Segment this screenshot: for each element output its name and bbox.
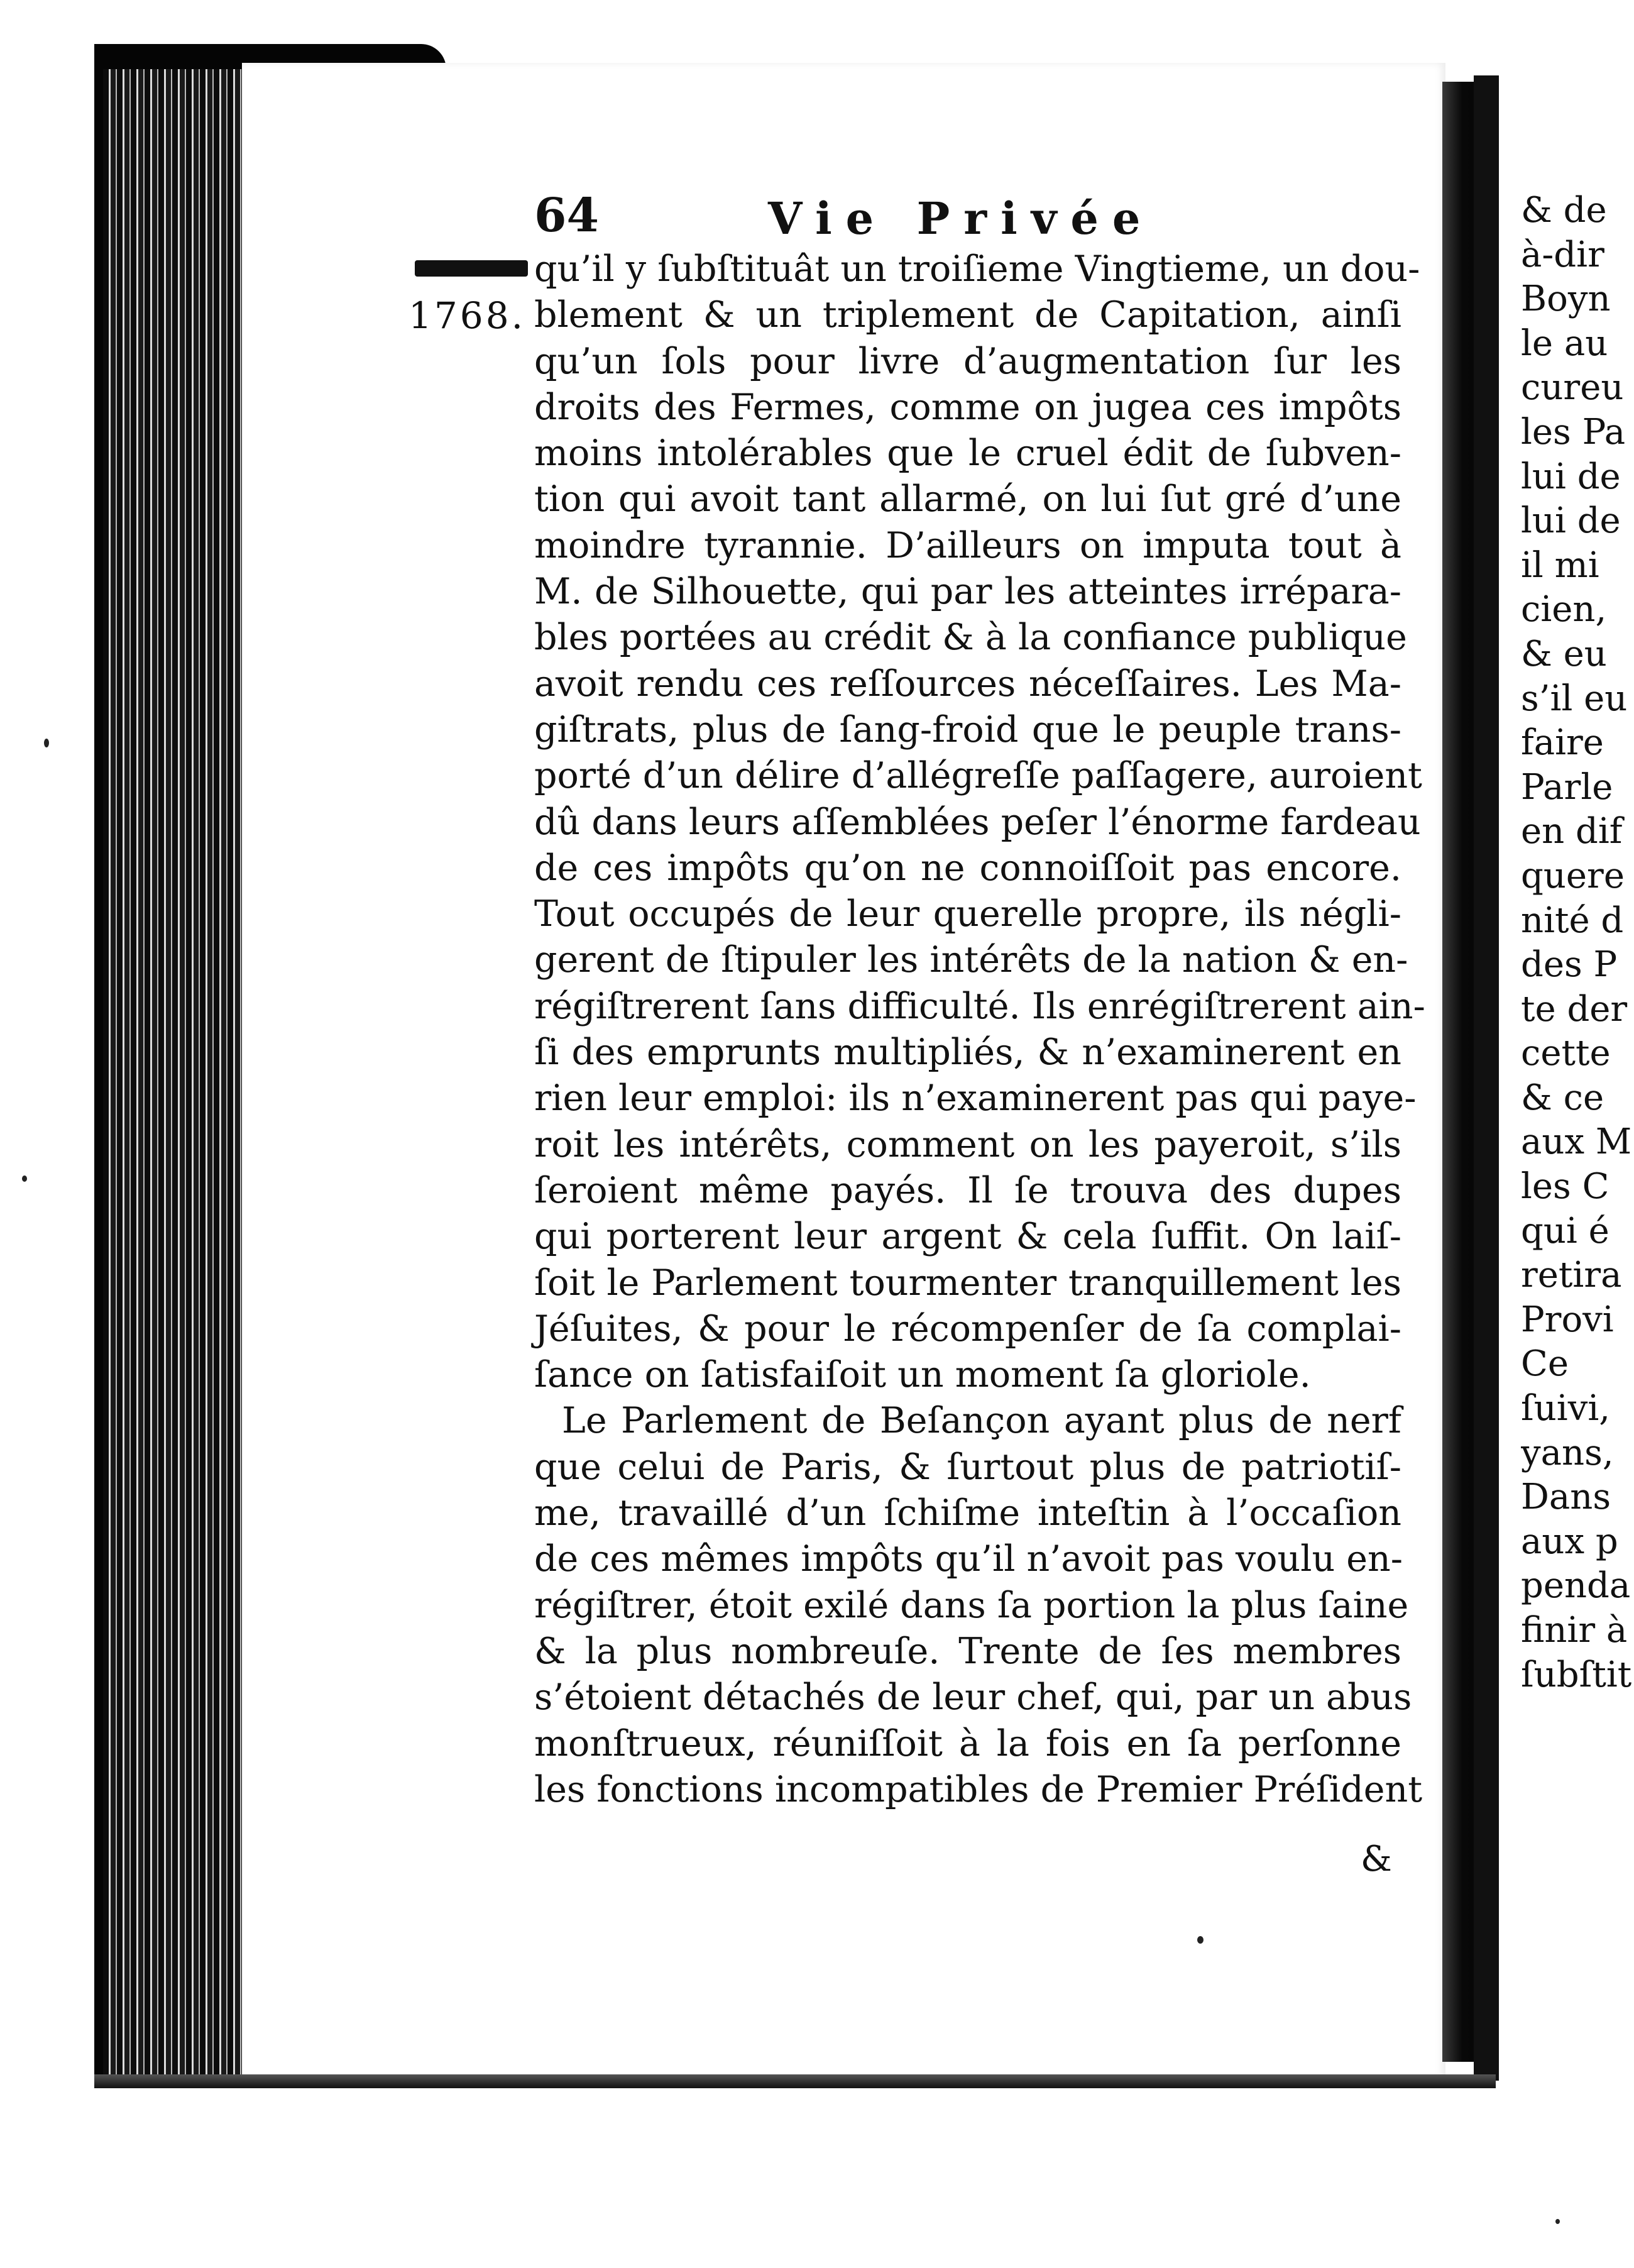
margin-rule-mark <box>415 260 528 277</box>
text-line: roit les intérêts, comment on les payeroit, s’ils <box>534 1123 1401 1165</box>
facing-text-line: & ce <box>1521 1077 1604 1118</box>
facing-text-line: Ce <box>1521 1343 1569 1385</box>
ink-speck <box>1555 2219 1560 2224</box>
text-line: porté d’un délire d’allégreſſe paſſagere, auroient <box>534 755 1422 797</box>
text-line: les fonctions incompatibles de Premier Préſident <box>534 1768 1423 1810</box>
facing-text-line: retira <box>1521 1255 1622 1296</box>
text-line: ſi des emprunts multipliés, & n’examinerent en <box>534 1032 1401 1074</box>
text-line: dû dans leurs aſſemblées peſer l’énorme fardeau <box>534 801 1421 843</box>
facing-text-line: à-dir <box>1521 234 1604 275</box>
facing-text-line: les Pa <box>1521 411 1626 453</box>
text-line: qu’un ſols pour livre d’augmentation ſur les <box>534 340 1401 382</box>
ink-speck <box>1197 1936 1204 1944</box>
facing-text-line: Boyn <box>1521 278 1611 320</box>
facing-text-line: Provi <box>1521 1299 1614 1340</box>
text-line: droits des Fermes, comme on jugea ces impôts <box>534 386 1401 428</box>
text-line: que celui de Paris, & ſurtout plus de patriotiſ- <box>534 1446 1401 1488</box>
text-line: me, travaillé d’un ſchiſme inteſtin à l’occaſion <box>534 1492 1401 1534</box>
text-line: moindre tyrannie. D’ailleurs on imputa tout à <box>534 524 1401 566</box>
facing-text-line: le au <box>1521 322 1608 364</box>
text-line: moins intolérables que le cruel édit de ſubven- <box>534 432 1401 475</box>
facing-text-line: faire <box>1521 722 1604 764</box>
facing-text-line: cureu <box>1521 367 1624 409</box>
running-title: Vie Privée <box>768 192 1154 245</box>
catchword: & <box>1361 1839 1392 1880</box>
text-line: & la plus nombreuſe. Trente de ſes membres <box>534 1630 1401 1672</box>
page-bottom-edge <box>94 2074 1496 2088</box>
text-line: monſtrueux, réuniſſoit à la fois en ſa perſonne <box>534 1722 1401 1764</box>
facing-text-line: les C <box>1521 1166 1609 1208</box>
text-line: régiſtrer, étoit exilé dans ſa portion la plus ſaine <box>534 1584 1409 1626</box>
facing-text-line: ſuivi, <box>1521 1388 1611 1429</box>
text-line: s’étoient détachés de leur chef, qui, par un abus <box>534 1676 1412 1719</box>
facing-text-line: lui de <box>1521 500 1621 542</box>
facing-text-line: cien, <box>1521 589 1607 630</box>
facing-text-line: ſubſtit <box>1521 1654 1632 1695</box>
facing-text-line: Dans <box>1521 1477 1611 1518</box>
ink-speck <box>44 739 49 747</box>
margin-year-note: 1768. <box>409 294 526 337</box>
text-line: M. de Silhouette, qui par les atteintes irrépara- <box>534 571 1401 613</box>
facing-text-line: penda <box>1521 1565 1631 1607</box>
facing-text-line: & de <box>1521 190 1607 231</box>
facing-text-line: te der <box>1521 988 1628 1030</box>
facing-text-line: qui é <box>1521 1210 1609 1252</box>
facing-text-line: s’il eu <box>1521 678 1628 719</box>
text-line: Jéſuites, & pour le récompenſer de ſa complai- <box>534 1307 1401 1350</box>
text-line: qu’il y ſubſtituât un troiſieme Vingtieme, un dou- <box>534 248 1420 290</box>
show-through-text <box>416 1465 423 1490</box>
text-line: ſeroient même payés. Il ſe trouva des dupes <box>534 1169 1401 1211</box>
text-line: giſtrats, plus de ſang-froid que le peuple trans- <box>534 708 1401 751</box>
text-line: tion qui avoit tant allarmé, on lui ſut gré d’une <box>534 478 1401 520</box>
facing-text-line: des P <box>1521 944 1618 986</box>
running-header <box>534 189 1414 251</box>
text-line: avoit rendu ces reſſources néceſſaires. Les Ma- <box>534 663 1401 705</box>
facing-text-line: en dif <box>1521 811 1623 852</box>
body-text <box>534 246 1425 1813</box>
text-line: bles portées au crédit & à la confiance publique <box>534 617 1407 659</box>
facing-text-line: & eu <box>1521 633 1607 674</box>
text-line: blement & un triplement de Capitation, ainſi <box>534 294 1401 336</box>
text-line: de ces mêmes impôts qu’il n’avoit pas voulu en- <box>534 1538 1403 1580</box>
page-stack-edge <box>94 44 251 2081</box>
facing-text-line: aux p <box>1521 1521 1618 1562</box>
ink-speck <box>22 1175 27 1182</box>
facing-text-line: aux M <box>1521 1121 1632 1163</box>
text-line: rien leur emploi: ils n’examinerent pas qui paye- <box>534 1077 1417 1120</box>
facing-page-fragment <box>1521 189 1634 1823</box>
text-line: de ces impôts qu’on ne connoiſſoit pas encore. <box>534 847 1401 889</box>
facing-text-line: cette <box>1521 1033 1611 1074</box>
text-line: ſance on ſatisfaiſoit un moment ſa gloriole. <box>534 1354 1311 1396</box>
facing-text-line: yans, <box>1521 1432 1614 1473</box>
text-line: Tout occupés de leur querelle propre, ils négli- <box>534 893 1401 935</box>
gutter-shadow <box>1474 75 1499 2081</box>
facing-text-line: il mi <box>1521 544 1599 586</box>
text-line: ſoit le Parlement tourmenter tranquillement les <box>534 1262 1401 1304</box>
text-line: qui porterent leur argent & cela ſuffit. On laiſ- <box>534 1216 1401 1258</box>
page-number: 64 <box>534 189 599 243</box>
facing-text-line: nité d <box>1521 900 1624 941</box>
facing-text-line: lui de <box>1521 456 1621 497</box>
facing-text-line: quere <box>1521 855 1625 896</box>
text-line: régiſtrerent ſans difficulté. Ils enrégiſtrerent ain- <box>534 985 1425 1027</box>
facing-text-line: finir à <box>1521 1610 1628 1651</box>
facing-text-line: Parle <box>1521 766 1613 808</box>
text-line: Le Parlement de Beſançon ayant plus de nerf <box>562 1400 1401 1442</box>
text-line: gerent de ſtipuler les intérêts de la nation & en- <box>534 939 1408 981</box>
